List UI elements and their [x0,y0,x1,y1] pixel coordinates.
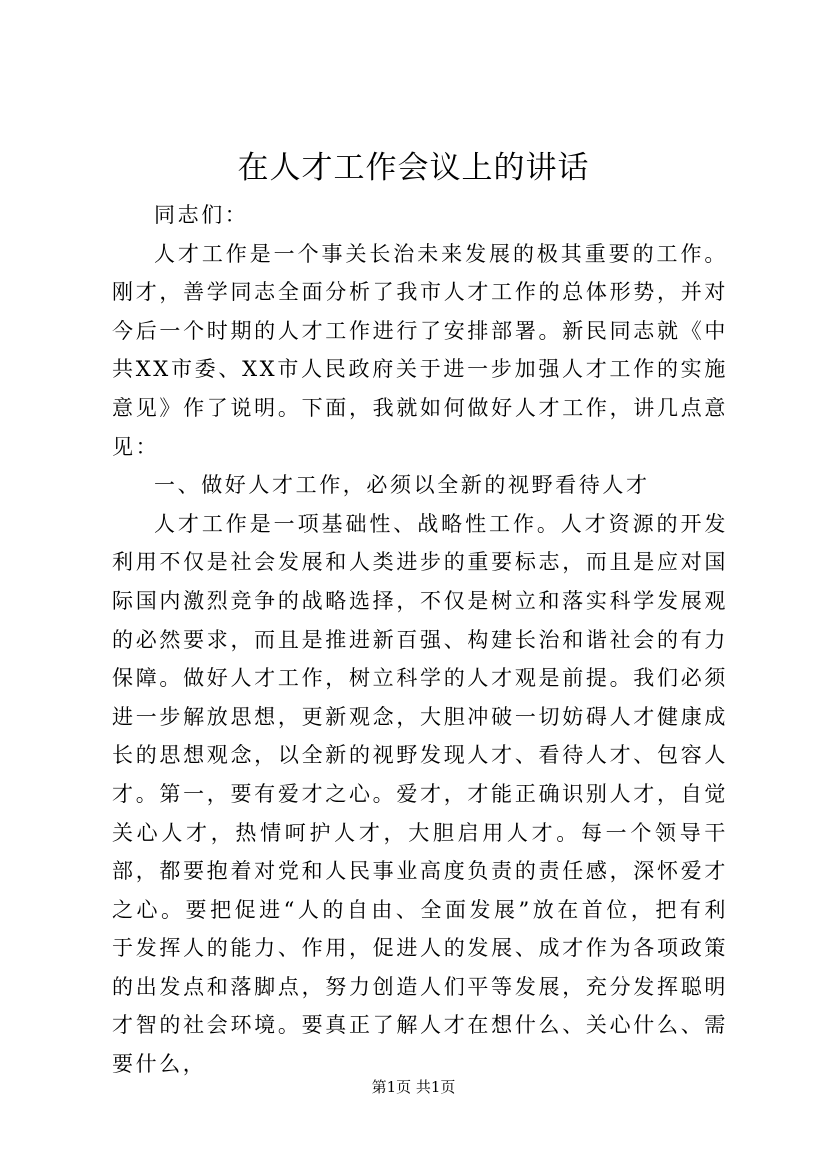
paragraph-intro: 人才工作是一个事关长治未来发展的极其重要的工作。刚才，善学同志全面分析了我市人才工作的总体形势，并对今后一个时期的人才工作进行了安排部署。新民同志就《中共XX市委、XX市人民政府关于进一步加强人才工作的实施意见》作了说明。下面，我就如何做好人才工作，讲几点意见： [112,241,728,459]
page-footer: 第1页 共1页 [371,1078,456,1096]
section-heading-1: 一、做好人才工作，必须以全新的视野看待人才 [154,473,650,498]
document-title: 在人才工作会议上的讲话 [237,150,590,186]
paragraph-section-1: 人才工作是一项基础性、战略性工作。人才资源的开发利用不仅是社会发展和人类进步的重要标志，而且是应对国际国内激烈竞争的战略选择，不仅是树立和落实科学发展观的必然要求，而且是推进新百强、构建长治和谐社会的有力保障。做好人才工作，树立科学的人才观是前提。我们必须进一步解放思想，更新观念，大胆冲破一切妨碍人才健康成长的思想观念，以全新的视野发现人才、看待人才、包容人才。第一，要有爱才之心。爱才，才能正确识别人才，自觉关心人才，热情呵护人才，大胆启用人才。每一个领导干部，都要抱着对党和人民事业高度负责的责任感，深怀爱才之心。要把促进“人的自由、全面发展”放在首位，把有利于发挥人的能力、作用，促进人的发展、成才作为各项政策的出发点和落脚点，努力创造人们平等发展，充分发挥聪明才智的社会环境。要真正了解人才在想什么、关心什么、需要什么， [112,511,728,1077]
document-body [112,196,728,1084]
greeting-line: 同志们： [154,203,249,227]
